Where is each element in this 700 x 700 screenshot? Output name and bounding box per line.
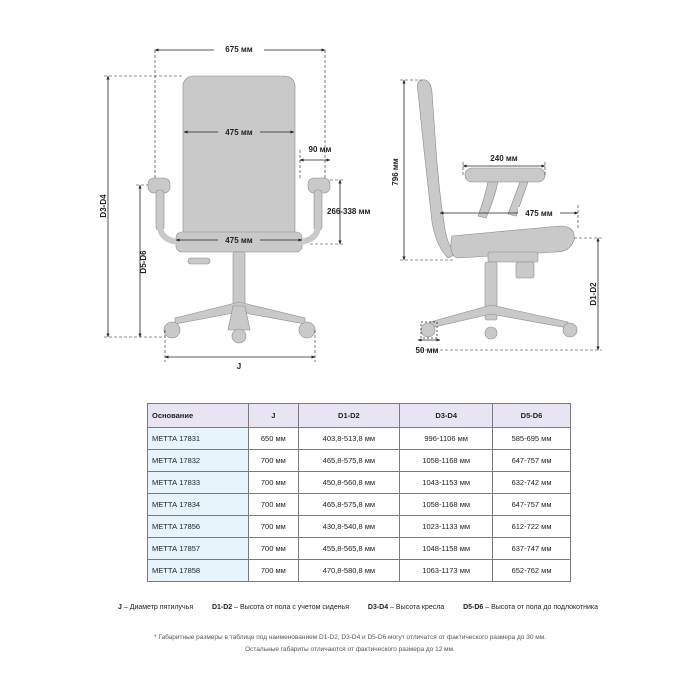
table-row [148, 494, 571, 516]
table-cell: 700 мм [249, 516, 298, 538]
table-cell: 652-762 мм [493, 560, 571, 582]
table-cell: 470,8-580,8 мм [298, 560, 400, 582]
dim-total-width: 675 мм [225, 45, 253, 54]
front-gas-lift [233, 252, 245, 308]
model-name-cell: МЕТТА 17832 [148, 450, 249, 472]
model-name-cell: МЕТТА 17856 [148, 516, 249, 538]
legend-item: J – Диаметр пятилучья [118, 604, 194, 611]
table-cell: 996-1106 мм [400, 428, 493, 450]
table-cell: 430,8-540,8 мм [298, 516, 400, 538]
legend-item: D5-D6 – Высота от пола до подлокотника [463, 604, 598, 611]
table-cell: 632-742 мм [493, 472, 571, 494]
dim-d5-d6: D5-D6 [139, 250, 148, 274]
table-cell: 585-695 мм [493, 428, 571, 450]
table-cell: 650 мм [249, 428, 298, 450]
table-header-row [148, 404, 571, 428]
front-view-chair [148, 76, 330, 343]
dim-seat-width: 475 мм [225, 236, 253, 245]
dim-d1-d2: D1-D2 [589, 282, 598, 306]
legend [118, 604, 598, 611]
dim-armrest-height: 266-338 мм [327, 207, 371, 216]
table-cell: 637-747 мм [493, 538, 571, 560]
dim-armrest-depth: 240 мм [490, 154, 518, 163]
legend-item: D1-D2 – Высота от пола с учетом сиденья [211, 604, 350, 611]
col-header: D3-D4 [400, 404, 493, 428]
table-cell: 1058-1168 мм [400, 494, 493, 516]
dim-back-width: 475 мм [225, 128, 253, 137]
dim-d3-d4: D3-D4 [99, 194, 108, 218]
footnote-2: Остальные габариты отличаются от фактического размера до 12 мм. [245, 646, 455, 653]
legend-item: D3-D4 – Высота кресла [367, 604, 445, 611]
col-header: J [249, 404, 298, 428]
footnote-1: * Габаритные размеры в таблице под наименованием D1-D2, D3-D4 и D5-D6 могут отличатся от фактического размера до 30 мм. [153, 634, 547, 641]
table-row [148, 428, 571, 450]
table-cell: 1023-1133 мм [400, 516, 493, 538]
table-row [148, 560, 571, 582]
dim-j: J [236, 362, 242, 371]
front-backrest [183, 76, 295, 240]
col-header: D1-D2 [298, 404, 400, 428]
table-cell: 465,8-575,8 мм [298, 450, 400, 472]
table-cell: 647-757 мм [493, 494, 571, 516]
table-cell: 1058-1168 мм [400, 450, 493, 472]
table-cell: 455,8-565,8 мм [298, 538, 400, 560]
model-name-cell: МЕТТА 17857 [148, 538, 249, 560]
model-name-cell: МЕТТА 17831 [148, 428, 249, 450]
table-cell: 403,8-513,8 мм [298, 428, 400, 450]
table-cell: 700 мм [249, 560, 298, 582]
table-cell: 1043-1153 мм [400, 472, 493, 494]
side-armrest [465, 168, 545, 182]
table-cell: 1063-1173 мм [400, 560, 493, 582]
model-name-cell: МЕТТА 17858 [148, 560, 249, 582]
table-cell: 700 мм [249, 494, 298, 516]
model-name-cell: МЕТТА 17834 [148, 494, 249, 516]
dim-back-height: 796 мм [391, 158, 400, 186]
table-cell: 700 мм [249, 472, 298, 494]
table-cell: 647-757 мм [493, 450, 571, 472]
table-row [148, 450, 571, 472]
model-name-cell: МЕТТА 17833 [148, 472, 249, 494]
spec-table [147, 403, 571, 582]
table-cell: 450,8-560,8 мм [298, 472, 400, 494]
table-cell: 612-722 мм [493, 516, 571, 538]
table-row [148, 538, 571, 560]
col-header: Основание [148, 404, 249, 428]
table-cell: 465,8-575,8 мм [298, 494, 400, 516]
dim-seat-depth: 475 мм [525, 209, 553, 218]
side-base [430, 305, 568, 328]
dim-caster: 50 мм [415, 346, 439, 355]
table-row [148, 472, 571, 494]
col-header: D5-D6 [493, 404, 571, 428]
table-cell: 1048-1158 мм [400, 538, 493, 560]
table-cell: 700 мм [249, 538, 298, 560]
table-cell: 700 мм [249, 450, 298, 472]
dim-armrest-width: 90 мм [308, 145, 332, 154]
side-backrest [418, 80, 457, 258]
table-row [148, 516, 571, 538]
